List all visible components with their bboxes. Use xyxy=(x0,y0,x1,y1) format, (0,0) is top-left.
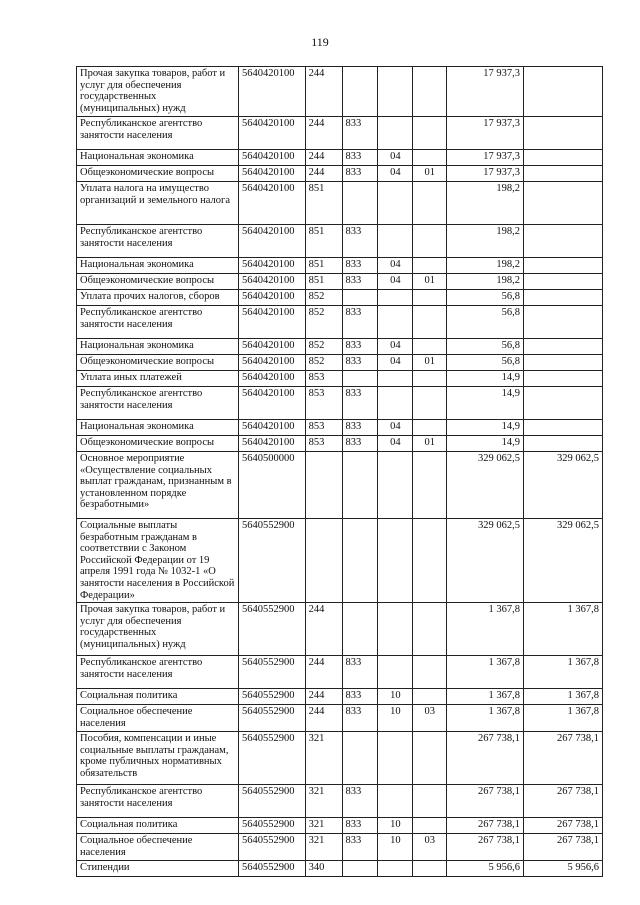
administrator-code: 833 xyxy=(342,656,378,689)
row-name: Социальное обеспечение населения xyxy=(77,834,239,861)
row-name: Уплата налога на имущество организаций и земельного налога xyxy=(77,182,239,225)
administrator-code xyxy=(342,732,378,785)
target-article-code: 5640552900 xyxy=(239,689,306,705)
amount-first-year: 198,2 xyxy=(447,182,524,225)
administrator-code: 833 xyxy=(342,355,378,371)
amount-first-year: 267 738,1 xyxy=(447,732,524,785)
table-row xyxy=(77,274,603,290)
table-row xyxy=(77,67,603,117)
administrator-code xyxy=(342,371,378,387)
subsection-code: 01 xyxy=(413,166,447,182)
amount-second-year xyxy=(524,387,603,420)
expense-type-code: 851 xyxy=(305,225,342,258)
row-name: Социальные выплаты безработным гражданам в соответствии с Законом Российской Федерации от 19 апреля 1991 года № 1032-1 «О занятости населения в Российской Федерации» xyxy=(77,519,239,603)
row-name: Общеэкономические вопросы xyxy=(77,436,239,452)
amount-first-year: 198,2 xyxy=(447,225,524,258)
section-code: 10 xyxy=(378,689,413,705)
section-code: 10 xyxy=(378,818,413,834)
administrator-code: 833 xyxy=(342,117,378,150)
expense-type-code: 321 xyxy=(305,818,342,834)
amount-first-year: 198,2 xyxy=(447,258,524,274)
subsection-code: 01 xyxy=(413,436,447,452)
subsection-code: 03 xyxy=(413,834,447,861)
target-article-code: 5640420100 xyxy=(239,166,306,182)
amount-first-year: 1 367,8 xyxy=(447,705,524,732)
subsection-code xyxy=(413,603,447,656)
expense-type-code: 852 xyxy=(305,306,342,339)
section-code: 04 xyxy=(378,339,413,355)
table-row xyxy=(77,387,603,420)
table-row xyxy=(77,290,603,306)
subsection-code xyxy=(413,117,447,150)
subsection-code: 01 xyxy=(413,355,447,371)
administrator-code: 833 xyxy=(342,387,378,420)
section-code: 04 xyxy=(378,274,413,290)
expense-type-code: 853 xyxy=(305,436,342,452)
section-code xyxy=(378,371,413,387)
administrator-code: 833 xyxy=(342,225,378,258)
target-article-code: 5640552900 xyxy=(239,834,306,861)
amount-first-year: 14,9 xyxy=(447,371,524,387)
section-code: 10 xyxy=(378,705,413,732)
row-name: Прочая закупка товаров, работ и услуг для обеспечения государственных (муниципальных) нужд xyxy=(77,603,239,656)
administrator-code: 833 xyxy=(342,818,378,834)
amount-first-year: 198,2 xyxy=(447,274,524,290)
amount-second-year xyxy=(524,355,603,371)
row-name: Общеэкономические вопросы xyxy=(77,355,239,371)
amount-second-year xyxy=(524,274,603,290)
target-article-code: 5640420100 xyxy=(239,371,306,387)
table-row xyxy=(77,436,603,452)
expense-type-code: 852 xyxy=(305,339,342,355)
expense-type-code: 244 xyxy=(305,603,342,656)
table-row xyxy=(77,656,603,689)
section-code xyxy=(378,732,413,785)
amount-first-year: 14,9 xyxy=(447,420,524,436)
expense-type-code: 852 xyxy=(305,290,342,306)
section-code xyxy=(378,290,413,306)
table-row xyxy=(77,117,603,150)
expense-type-code: 853 xyxy=(305,420,342,436)
amount-second-year xyxy=(524,225,603,258)
expense-type-code: 244 xyxy=(305,705,342,732)
section-code: 04 xyxy=(378,258,413,274)
target-article-code: 5640420100 xyxy=(239,258,306,274)
row-name: Национальная экономика xyxy=(77,150,239,166)
row-name: Республиканское агентство занятости населения xyxy=(77,117,239,150)
administrator-code xyxy=(342,519,378,603)
target-article-code: 5640420100 xyxy=(239,182,306,225)
amount-second-year: 1 367,8 xyxy=(524,689,603,705)
target-article-code: 5640420100 xyxy=(239,420,306,436)
row-name: Социальная политика xyxy=(77,689,239,705)
target-article-code: 5640420100 xyxy=(239,67,306,117)
table-row xyxy=(77,834,603,861)
amount-second-year xyxy=(524,306,603,339)
expense-type-code: 321 xyxy=(305,732,342,785)
table-row xyxy=(77,355,603,371)
subsection-code xyxy=(413,258,447,274)
section-code xyxy=(378,117,413,150)
expense-type-code xyxy=(305,452,342,519)
expense-type-code: 321 xyxy=(305,785,342,818)
table-row xyxy=(77,452,603,519)
row-name: Республиканское агентство занятости населения xyxy=(77,225,239,258)
amount-first-year: 56,8 xyxy=(447,290,524,306)
table-row xyxy=(77,861,603,877)
section-code: 04 xyxy=(378,355,413,371)
target-article-code: 5640420100 xyxy=(239,225,306,258)
section-code xyxy=(378,225,413,258)
target-article-code: 5640420100 xyxy=(239,290,306,306)
amount-first-year: 14,9 xyxy=(447,436,524,452)
subsection-code xyxy=(413,656,447,689)
administrator-code: 833 xyxy=(342,306,378,339)
amount-first-year: 267 738,1 xyxy=(447,785,524,818)
table-row xyxy=(77,705,603,732)
amount-first-year: 1 367,8 xyxy=(447,689,524,705)
section-code xyxy=(378,452,413,519)
row-name: Прочая закупка товаров, работ и услуг для обеспечения государственных (муниципальных) нужд xyxy=(77,67,239,117)
target-article-code: 5640420100 xyxy=(239,150,306,166)
target-article-code: 5640420100 xyxy=(239,274,306,290)
table-row xyxy=(77,732,603,785)
expense-type-code: 853 xyxy=(305,371,342,387)
section-code xyxy=(378,861,413,877)
row-name: Национальная экономика xyxy=(77,339,239,355)
table-row xyxy=(77,420,603,436)
amount-second-year xyxy=(524,182,603,225)
row-name: Общеэкономические вопросы xyxy=(77,166,239,182)
amount-second-year: 267 738,1 xyxy=(524,785,603,818)
amount-second-year: 267 738,1 xyxy=(524,834,603,861)
budget-table xyxy=(76,66,603,877)
administrator-code xyxy=(342,290,378,306)
amount-second-year xyxy=(524,166,603,182)
amount-second-year: 1 367,8 xyxy=(524,603,603,656)
amount-second-year xyxy=(524,420,603,436)
section-code xyxy=(378,603,413,656)
amount-second-year: 5 956,6 xyxy=(524,861,603,877)
administrator-code: 833 xyxy=(342,420,378,436)
administrator-code xyxy=(342,67,378,117)
amount-first-year: 56,8 xyxy=(447,355,524,371)
amount-second-year: 1 367,8 xyxy=(524,705,603,732)
subsection-code xyxy=(413,67,447,117)
table-row xyxy=(77,339,603,355)
administrator-code: 833 xyxy=(342,689,378,705)
target-article-code: 5640552900 xyxy=(239,603,306,656)
row-name: Стипендии xyxy=(77,861,239,877)
target-article-code: 5640420100 xyxy=(239,355,306,371)
expense-type-code: 244 xyxy=(305,656,342,689)
administrator-code: 833 xyxy=(342,436,378,452)
expense-type-code: 244 xyxy=(305,150,342,166)
amount-second-year xyxy=(524,67,603,117)
row-name: Социальное обеспечение населения xyxy=(77,705,239,732)
amount-second-year xyxy=(524,117,603,150)
subsection-code xyxy=(413,225,447,258)
table-row xyxy=(77,818,603,834)
amount-second-year xyxy=(524,290,603,306)
row-name: Социальная политика xyxy=(77,818,239,834)
subsection-code xyxy=(413,689,447,705)
administrator-code: 833 xyxy=(342,834,378,861)
target-article-code: 5640552900 xyxy=(239,519,306,603)
table-row xyxy=(77,166,603,182)
section-code: 04 xyxy=(378,150,413,166)
budget-table-body xyxy=(77,67,603,877)
table-row xyxy=(77,258,603,274)
subsection-code xyxy=(413,519,447,603)
table-row xyxy=(77,225,603,258)
amount-first-year: 17 937,3 xyxy=(447,117,524,150)
amount-second-year: 329 062,5 xyxy=(524,452,603,519)
administrator-code: 833 xyxy=(342,705,378,732)
section-code xyxy=(378,306,413,339)
amount-second-year: 329 062,5 xyxy=(524,519,603,603)
amount-first-year: 5 956,6 xyxy=(447,861,524,877)
amount-first-year: 329 062,5 xyxy=(447,519,524,603)
target-article-code: 5640552900 xyxy=(239,818,306,834)
subsection-code xyxy=(413,182,447,225)
section-code xyxy=(378,67,413,117)
target-article-code: 5640420100 xyxy=(239,306,306,339)
amount-second-year: 267 738,1 xyxy=(524,732,603,785)
subsection-code xyxy=(413,387,447,420)
subsection-code xyxy=(413,420,447,436)
table-row xyxy=(77,371,603,387)
section-code xyxy=(378,656,413,689)
amount-first-year: 1 367,8 xyxy=(447,603,524,656)
section-code: 10 xyxy=(378,834,413,861)
expense-type-code: 321 xyxy=(305,834,342,861)
administrator-code xyxy=(342,861,378,877)
section-code xyxy=(378,519,413,603)
amount-first-year: 267 738,1 xyxy=(447,818,524,834)
table-row xyxy=(77,689,603,705)
target-article-code: 5640552900 xyxy=(239,705,306,732)
amount-first-year: 17 937,3 xyxy=(447,166,524,182)
amount-first-year: 1 367,8 xyxy=(447,656,524,689)
section-code: 04 xyxy=(378,436,413,452)
expense-type-code: 340 xyxy=(305,861,342,877)
target-article-code: 5640552900 xyxy=(239,656,306,689)
amount-second-year xyxy=(524,258,603,274)
expense-type-code: 851 xyxy=(305,274,342,290)
administrator-code xyxy=(342,452,378,519)
administrator-code: 833 xyxy=(342,274,378,290)
amount-second-year xyxy=(524,339,603,355)
row-name: Основное мероприятие «Осуществление социальных выплат гражданам, признанным в установленном порядке безработными» xyxy=(77,452,239,519)
expense-type-code: 853 xyxy=(305,387,342,420)
amount-second-year: 267 738,1 xyxy=(524,818,603,834)
expense-type-code: 851 xyxy=(305,182,342,225)
table-row xyxy=(77,150,603,166)
expense-type-code: 244 xyxy=(305,689,342,705)
row-name: Республиканское агентство занятости населения xyxy=(77,785,239,818)
amount-first-year: 329 062,5 xyxy=(447,452,524,519)
target-article-code: 5640552900 xyxy=(239,785,306,818)
subsection-code xyxy=(413,785,447,818)
row-name: Уплата иных платежей xyxy=(77,371,239,387)
amount-first-year: 56,8 xyxy=(447,339,524,355)
row-name: Республиканское агентство занятости населения xyxy=(77,656,239,689)
row-name: Республиканское агентство занятости населения xyxy=(77,306,239,339)
amount-first-year: 56,8 xyxy=(447,306,524,339)
section-code xyxy=(378,182,413,225)
section-code xyxy=(378,785,413,818)
subsection-code xyxy=(413,339,447,355)
amount-second-year xyxy=(524,371,603,387)
table-row xyxy=(77,519,603,603)
table-row xyxy=(77,182,603,225)
row-name: Общеэкономические вопросы xyxy=(77,274,239,290)
amount-second-year: 1 367,8 xyxy=(524,656,603,689)
subsection-code xyxy=(413,732,447,785)
expense-type-code: 852 xyxy=(305,355,342,371)
section-code: 04 xyxy=(378,420,413,436)
subsection-code: 01 xyxy=(413,274,447,290)
expense-type-code: 851 xyxy=(305,258,342,274)
administrator-code xyxy=(342,603,378,656)
administrator-code: 833 xyxy=(342,166,378,182)
administrator-code xyxy=(342,182,378,225)
row-name: Национальная экономика xyxy=(77,258,239,274)
target-article-code: 5640552900 xyxy=(239,732,306,785)
row-name: Национальная экономика xyxy=(77,420,239,436)
expense-type-code: 244 xyxy=(305,166,342,182)
expense-type-code: 244 xyxy=(305,117,342,150)
row-name: Уплата прочих налогов, сборов xyxy=(77,290,239,306)
target-article-code: 5640420100 xyxy=(239,117,306,150)
subsection-code xyxy=(413,818,447,834)
amount-first-year: 17 937,3 xyxy=(447,150,524,166)
target-article-code: 5640420100 xyxy=(239,436,306,452)
expense-type-code: 244 xyxy=(305,67,342,117)
section-code xyxy=(378,387,413,420)
table-row xyxy=(77,306,603,339)
amount-second-year xyxy=(524,150,603,166)
row-name: Республиканское агентство занятости населения xyxy=(77,387,239,420)
target-article-code: 5640420100 xyxy=(239,339,306,355)
administrator-code: 833 xyxy=(342,150,378,166)
amount-first-year: 17 937,3 xyxy=(447,67,524,117)
administrator-code: 833 xyxy=(342,785,378,818)
target-article-code: 5640500000 xyxy=(239,452,306,519)
amount-second-year xyxy=(524,436,603,452)
target-article-code: 5640420100 xyxy=(239,387,306,420)
subsection-code xyxy=(413,290,447,306)
amount-first-year: 267 738,1 xyxy=(447,834,524,861)
subsection-code xyxy=(413,150,447,166)
page-number: 119 xyxy=(311,35,329,49)
subsection-code xyxy=(413,452,447,519)
section-code: 04 xyxy=(378,166,413,182)
amount-first-year: 14,9 xyxy=(447,387,524,420)
subsection-code: 03 xyxy=(413,705,447,732)
administrator-code: 833 xyxy=(342,258,378,274)
subsection-code xyxy=(413,306,447,339)
subsection-code xyxy=(413,861,447,877)
table-row xyxy=(77,785,603,818)
table-row xyxy=(77,603,603,656)
expense-type-code xyxy=(305,519,342,603)
row-name: Пособия, компенсации и иные социальные выплаты гражданам, кроме публичных нормативных обязательств xyxy=(77,732,239,785)
administrator-code: 833 xyxy=(342,339,378,355)
target-article-code: 5640552900 xyxy=(239,861,306,877)
subsection-code xyxy=(413,371,447,387)
